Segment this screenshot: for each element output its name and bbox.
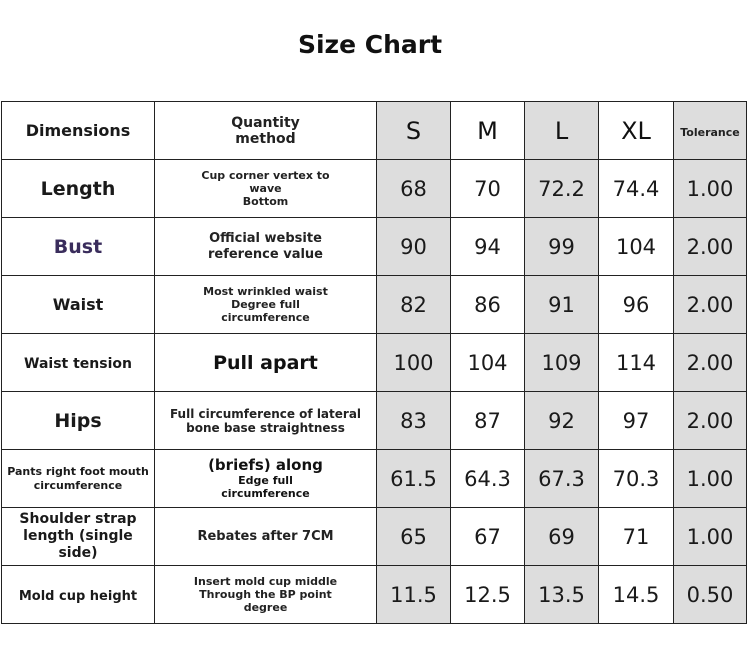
value-cell-m: 12.5 [451, 566, 525, 624]
value-cell-m: 87 [451, 392, 525, 450]
dimension-cell: Shoulder strap length (single side) [2, 508, 155, 566]
value-cell-l: 92 [525, 392, 599, 450]
size-chart-table [1, 101, 747, 624]
value-cell-l: 109 [525, 334, 599, 392]
method-cell: Official website reference value [155, 218, 377, 276]
table-row [2, 218, 747, 276]
header-size-m: M [451, 102, 525, 160]
table-row [2, 450, 747, 508]
dimension-cell: Pants right foot mouth circumference [2, 450, 155, 508]
value-cell-m: 70 [451, 160, 525, 218]
value-cell-xl: 114 [599, 334, 674, 392]
value-cell-xl: 14.5 [599, 566, 674, 624]
table-row [2, 334, 747, 392]
tolerance-cell: 0.50 [674, 566, 747, 624]
value-cell-s: 83 [377, 392, 451, 450]
value-cell-xl: 96 [599, 276, 674, 334]
tolerance-cell: 1.00 [674, 450, 747, 508]
value-cell-s: 61.5 [377, 450, 451, 508]
table-row [2, 392, 747, 450]
value-cell-l: 91 [525, 276, 599, 334]
header-size-xl: XL [599, 102, 674, 160]
value-cell-m: 86 [451, 276, 525, 334]
dimension-cell: Waist tension [2, 334, 155, 392]
table-row [2, 160, 747, 218]
value-cell-xl: 74.4 [599, 160, 674, 218]
dimension-cell: Bust [2, 218, 155, 276]
value-cell-s: 68 [377, 160, 451, 218]
tolerance-cell: 2.00 [674, 276, 747, 334]
header-size-l: L [525, 102, 599, 160]
value-cell-l: 99 [525, 218, 599, 276]
table-row [2, 508, 747, 566]
method-cell: Rebates after 7CM [155, 508, 377, 566]
header-size-s: S [377, 102, 451, 160]
header-dimensions: Dimensions [2, 102, 155, 160]
dimension-cell: Hips [2, 392, 155, 450]
method-cell: Insert mold cup middle Through the BP point degree [155, 566, 377, 624]
value-cell-l: 72.2 [525, 160, 599, 218]
value-cell-xl: 104 [599, 218, 674, 276]
value-cell-s: 90 [377, 218, 451, 276]
method-cell: Pull apart [155, 334, 377, 392]
value-cell-m: 64.3 [451, 450, 525, 508]
page-title: Size Chart [297, 30, 443, 59]
value-cell-l: 69 [525, 508, 599, 566]
method-cell: (briefs) along Edge full circumference [155, 450, 377, 508]
value-cell-xl: 97 [599, 392, 674, 450]
value-cell-l: 67.3 [525, 450, 599, 508]
tolerance-cell: 2.00 [674, 218, 747, 276]
method-cell: Most wrinkled waist Degree full circumference [155, 276, 377, 334]
table-header-row [2, 102, 747, 160]
value-cell-s: 11.5 [377, 566, 451, 624]
value-cell-s: 100 [377, 334, 451, 392]
dimension-cell: Mold cup height [2, 566, 155, 624]
value-cell-xl: 71 [599, 508, 674, 566]
tolerance-cell: 2.00 [674, 334, 747, 392]
method-cell: Cup corner vertex to wave Bottom [155, 160, 377, 218]
value-cell-l: 13.5 [525, 566, 599, 624]
tolerance-cell: 2.00 [674, 392, 747, 450]
value-cell-xl: 70.3 [599, 450, 674, 508]
value-cell-s: 65 [377, 508, 451, 566]
header-tolerance: Tolerance [674, 102, 747, 160]
tolerance-cell: 1.00 [674, 160, 747, 218]
dimension-cell: Waist [2, 276, 155, 334]
tolerance-cell: 1.00 [674, 508, 747, 566]
table-row [2, 276, 747, 334]
value-cell-m: 104 [451, 334, 525, 392]
method-cell: Full circumference of lateral bone base straightness [155, 392, 377, 450]
value-cell-m: 67 [451, 508, 525, 566]
value-cell-m: 94 [451, 218, 525, 276]
table-row [2, 566, 747, 624]
value-cell-s: 82 [377, 276, 451, 334]
dimension-cell: Length [2, 160, 155, 218]
header-quantity-method: Quantity method [155, 102, 377, 160]
